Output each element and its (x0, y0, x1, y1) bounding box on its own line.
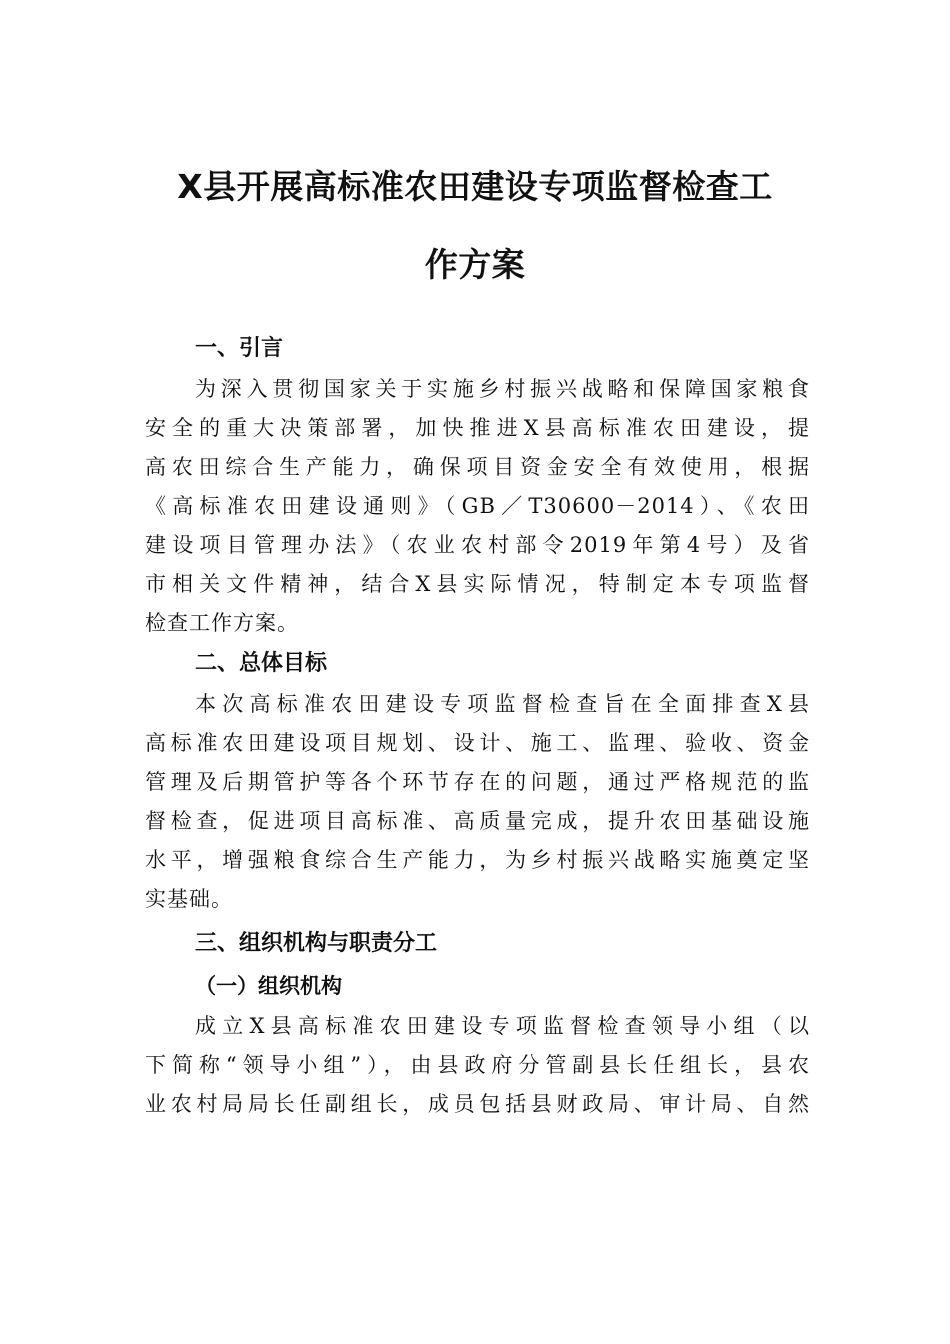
paragraph-line: 督检查，促进项目高标准、高质量完成，提升农田基础设施 (145, 809, 810, 833)
title-line-1: X县开展高标准农田建设专项监督检查工 (177, 167, 773, 206)
paragraph-line: 高标准农田建设项目规划、设计、施工、监理、验收、资金 (145, 731, 810, 755)
subsection-heading-organization-structure: （一）组织机构 (195, 973, 342, 998)
paragraph-line: 本次高标准农田建设专项监督检查旨在全面排查X县 (195, 692, 810, 716)
title-line-2: 作方案 (424, 245, 526, 284)
paragraph-line: 实基础。 (145, 887, 233, 911)
paragraph-introduction (145, 370, 810, 643)
paragraph-line: 建设项目管理办法》（农业农村部令2019年第4号）及省 (145, 533, 810, 557)
paragraph-line: 《高标准农田建设通则》（GB／T30600－2014）、《农田 (145, 494, 810, 518)
paragraph-line: 下简称“领导小组”），由县政府分管副县长任组长，县农 (145, 1053, 810, 1077)
paragraph-organization-structure (145, 1007, 810, 1124)
paragraph-line: 成立X县高标准农田建设专项监督检查领导小组（以 (195, 1014, 810, 1038)
paragraph-line: 检查工作方案。 (145, 611, 299, 635)
paragraph-overall-goals (145, 685, 810, 919)
section-heading-overall-goals: 二、总体目标 (195, 651, 328, 676)
paragraph-line: 管理及后期管护等各个环节存在的问题，通过严格规范的监 (145, 770, 810, 794)
section-heading-introduction: 一、引言 (195, 336, 284, 361)
paragraph-line: 安全的重大决策部署，加快推进X县高标准农田建设，提 (145, 416, 810, 440)
paragraph-line: 高农田综合生产能力，确保项目资金安全有效使用，根据 (145, 455, 810, 479)
paragraph-line: 为深入贯彻国家关于实施乡村振兴战略和保障国家粮食 (195, 377, 810, 401)
section-heading-organization: 三、组织机构与职责分工 (195, 931, 438, 956)
document-body (145, 328, 810, 1124)
paragraph-line: 业农村局局长任副组长，成员包括县财政局、审计局、自然 (145, 1092, 810, 1116)
document-title (140, 148, 810, 304)
paragraph-line: 市相关文件精神，结合X县实际情况，特制定本专项监督 (145, 572, 810, 596)
paragraph-line: 水平，增强粮食综合生产能力，为乡村振兴战略实施奠定坚 (145, 848, 810, 872)
